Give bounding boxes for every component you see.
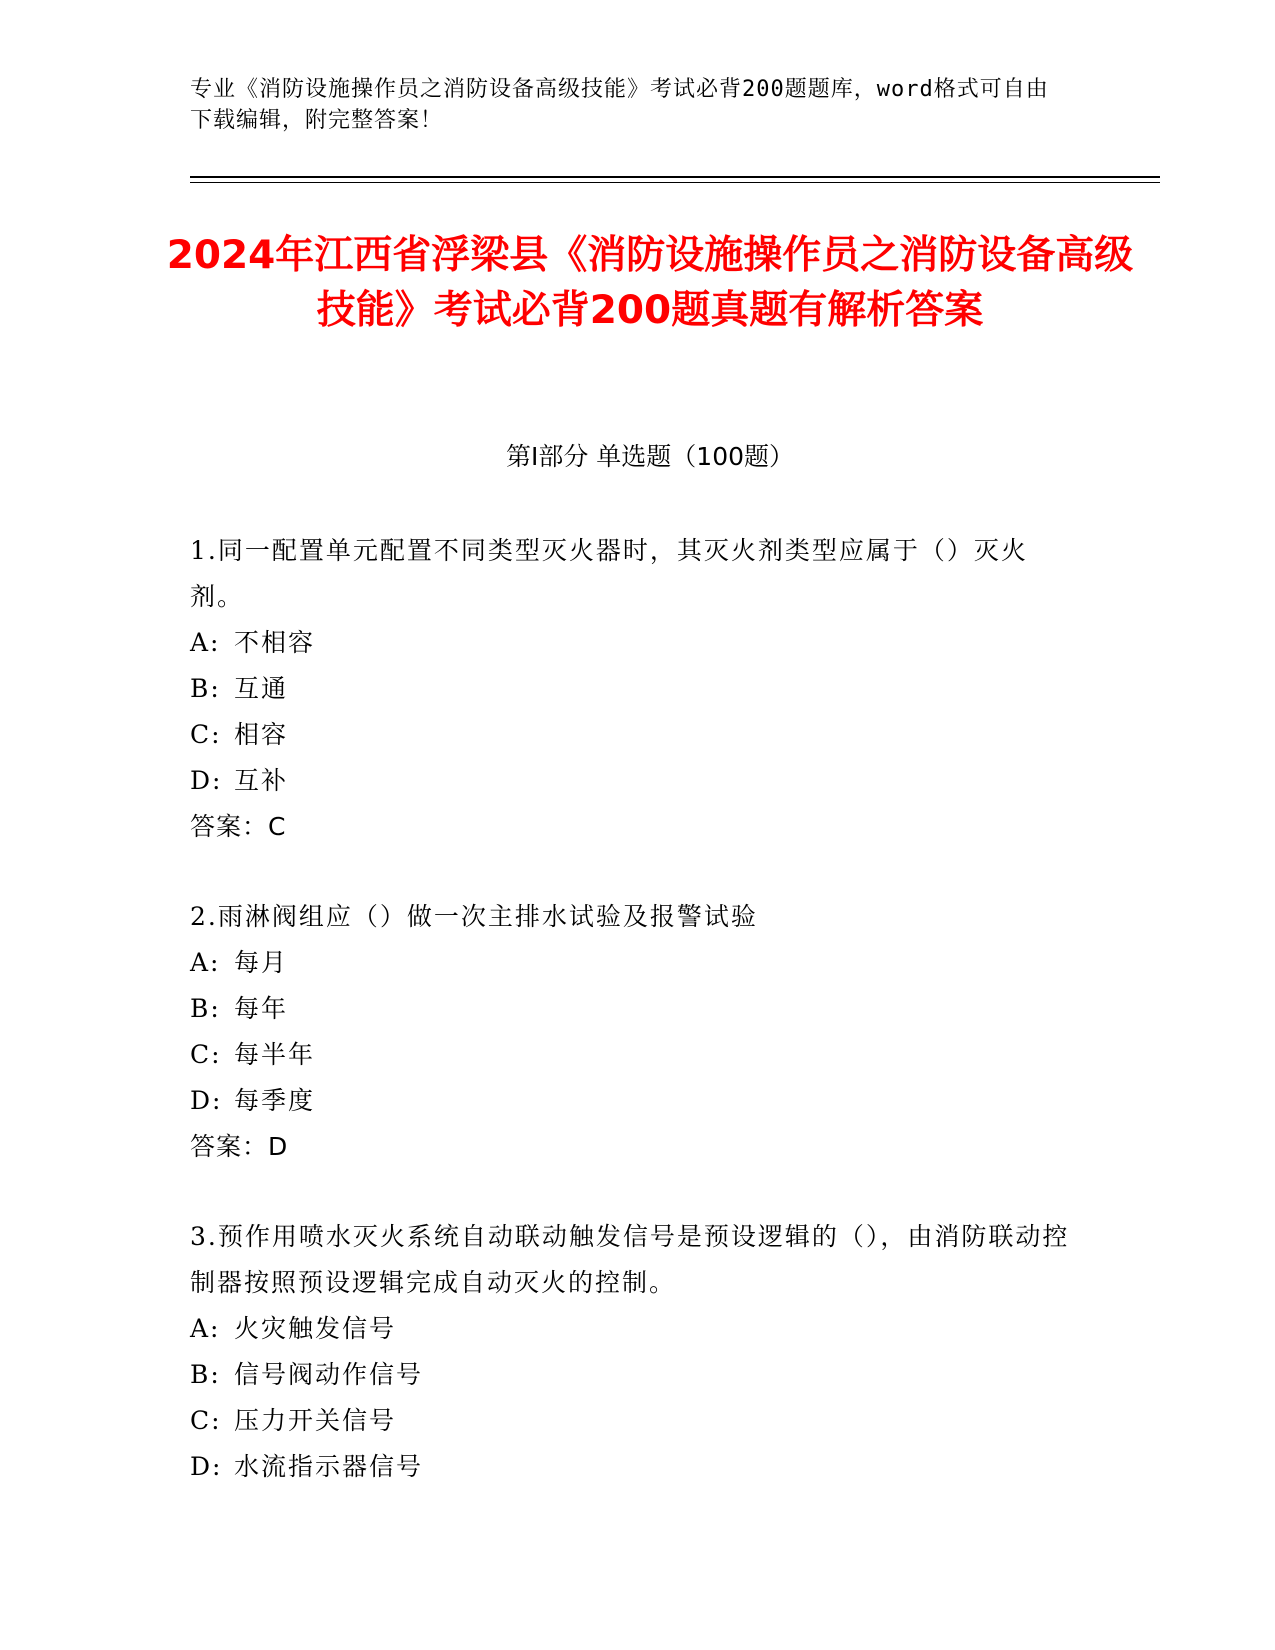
question-text: 1.同一配置单元配置不同类型灭火器时，其灭火剂类型应属于（）灭火剂。 — [190, 536, 1028, 611]
option-key: B: — [190, 674, 221, 703]
option-text: 火灾触发信号 — [234, 1314, 397, 1343]
option-key: D: — [190, 1452, 223, 1481]
option-key: D: — [190, 1086, 223, 1115]
question-text: 2.雨淋阀组应（）做一次主排水试验及报警试验 — [190, 902, 758, 931]
option-text: 信号阀动作信号 — [234, 1360, 424, 1389]
option-key: A: — [190, 948, 221, 977]
document-title: 2024年江西省浮梁县《消防设施操作员之消防设备高级技能》考试必背200题真题有解析答案 — [166, 233, 1134, 333]
header-note: 专业《消防设施操作员之消防设备高级技能》考试必背200题题库，word格式可自由下载编辑，附完整答案！ — [190, 77, 1049, 133]
option-text: 不相容 — [234, 628, 316, 657]
option-d — [190, 1078, 1070, 1124]
option-key: D: — [190, 766, 223, 795]
option-key: B: — [190, 994, 221, 1023]
option-text: 每月 — [234, 948, 289, 977]
option-key: A: — [190, 628, 221, 657]
option-text: 相容 — [234, 720, 289, 749]
option-d — [190, 758, 1070, 804]
option-text: 互补 — [234, 766, 289, 795]
option-c — [190, 1398, 1070, 1444]
option-key: C: — [190, 1406, 222, 1435]
question-text: 3.预作用喷水灭火系统自动联动触发信号是预设逻辑的（），由消防联动控制器按照预设逻辑完成自动灭火的控制。 — [190, 1222, 1070, 1297]
answer-line: 答案：C — [190, 812, 287, 841]
option-b — [190, 666, 1070, 712]
option-text: 每季度 — [234, 1086, 316, 1115]
option-text: 压力开关信号 — [234, 1406, 397, 1435]
question-1 — [190, 528, 1070, 850]
option-b — [190, 986, 1070, 1032]
option-b — [190, 1352, 1070, 1398]
question-list — [190, 528, 1070, 1534]
question-2 — [190, 894, 1070, 1170]
option-text: 水流指示器信号 — [234, 1452, 424, 1481]
option-key: B: — [190, 1360, 221, 1389]
option-key: A: — [190, 1314, 221, 1343]
option-c — [190, 1032, 1070, 1078]
header-divider-thick — [190, 176, 1160, 178]
option-d — [190, 1444, 1070, 1490]
option-text: 互通 — [234, 674, 289, 703]
header-divider-thin — [190, 182, 1160, 183]
option-a — [190, 620, 1070, 666]
section-heading: 第Ⅰ部分 单选题（100题） — [505, 442, 795, 471]
option-c — [190, 712, 1070, 758]
option-text: 每年 — [234, 994, 289, 1023]
question-3 — [190, 1214, 1070, 1490]
answer-line: 答案：D — [190, 1132, 289, 1161]
option-text: 每半年 — [234, 1040, 316, 1069]
option-a — [190, 940, 1070, 986]
option-key: C: — [190, 720, 222, 749]
option-a — [190, 1306, 1070, 1352]
option-key: C: — [190, 1040, 222, 1069]
